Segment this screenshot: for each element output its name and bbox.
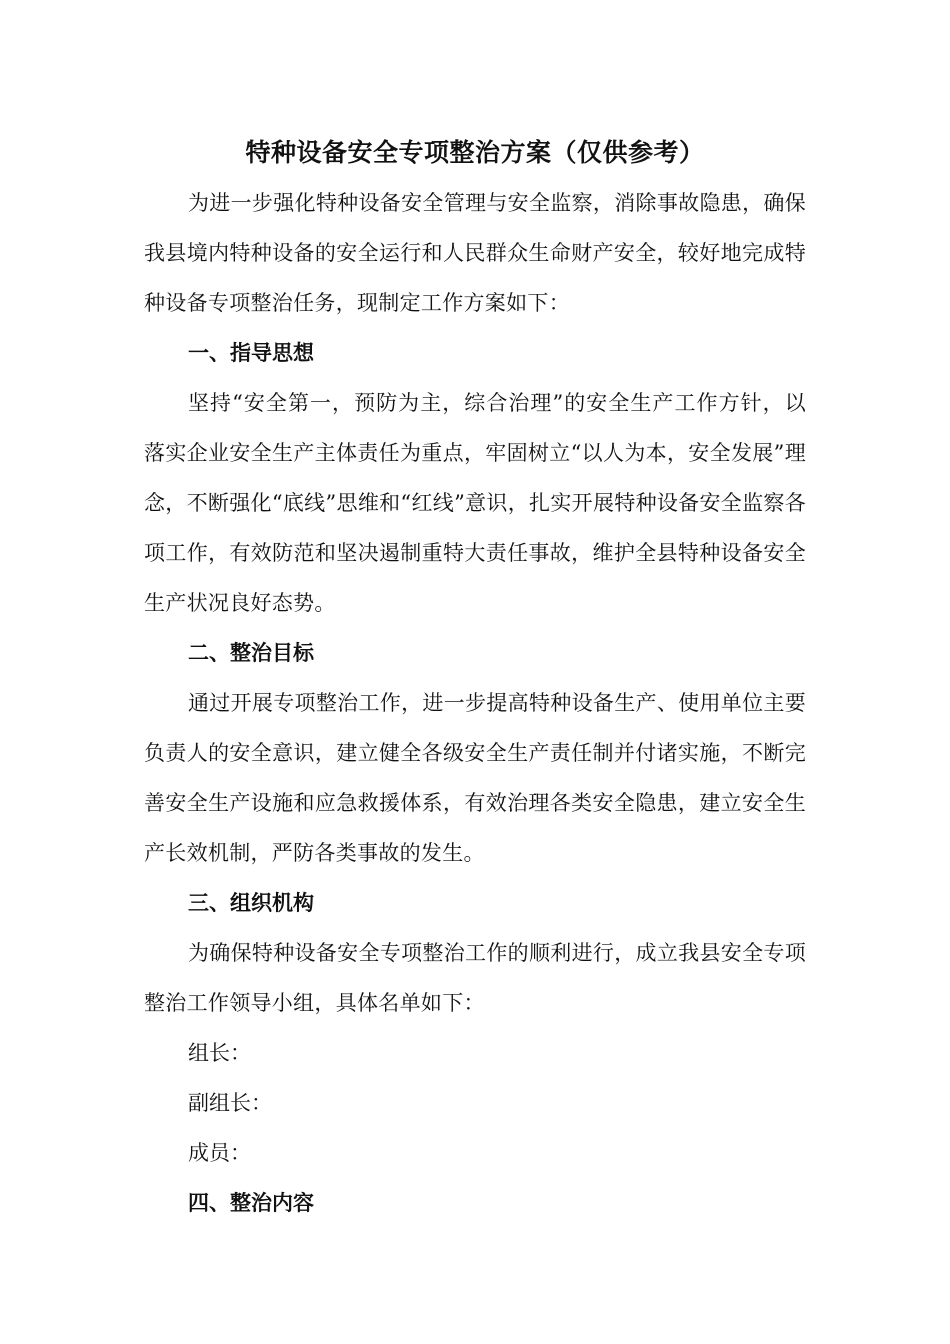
section-body-guiding-ideology: 坚持“安全第一，预防为主，综合治理”的安全生产工作方针，以落实企业安全生产主体责任为重点，牢固树立“以人为本，安全发展”理念，不断强化“底线”思维和“红线”意识，扎实开展特种设备安全监察各项工作，有效防范和坚决遏制重特大责任事故，维护全县特种设备安全生产状况良好态势。 xyxy=(144,391,806,615)
intro-paragraph: 为进一步强化特种设备安全管理与安全监察，消除事故隐患，确保我县境内特种设备的安全运行和人民群众生命财产安全，较好地完成特种设备专项整治任务，现制定工作方案如下： xyxy=(144,191,806,315)
section-heading-guiding-ideology: 一、指导思想 xyxy=(188,340,314,365)
roster-leader: 组长： xyxy=(188,1041,251,1065)
section-heading-content: 四、整治内容 xyxy=(188,1190,314,1215)
roster-deputy: 副组长： xyxy=(188,1091,272,1115)
section-body-organization: 为确保特种设备安全专项整治工作的顺利进行，成立我县安全专项整治工作领导小组，具体名单如下： xyxy=(144,941,806,1015)
roster-members: 成员： xyxy=(188,1141,251,1165)
section-heading-organization: 三、组织机构 xyxy=(188,890,314,915)
document-title: 特种设备安全专项整治方案（仅供参考） xyxy=(245,138,705,167)
document-content xyxy=(144,128,806,1228)
section-heading-goals: 二、整治目标 xyxy=(188,640,314,665)
section-body-goals: 通过开展专项整治工作，进一步提高特种设备生产、使用单位主要负责人的安全意识，建立健全各级安全生产责任制并付诸实施，不断完善安全生产设施和应急救援体系，有效治理各类安全隐患，建立安全生产长效机制，严防各类事故的发生。 xyxy=(144,691,806,865)
